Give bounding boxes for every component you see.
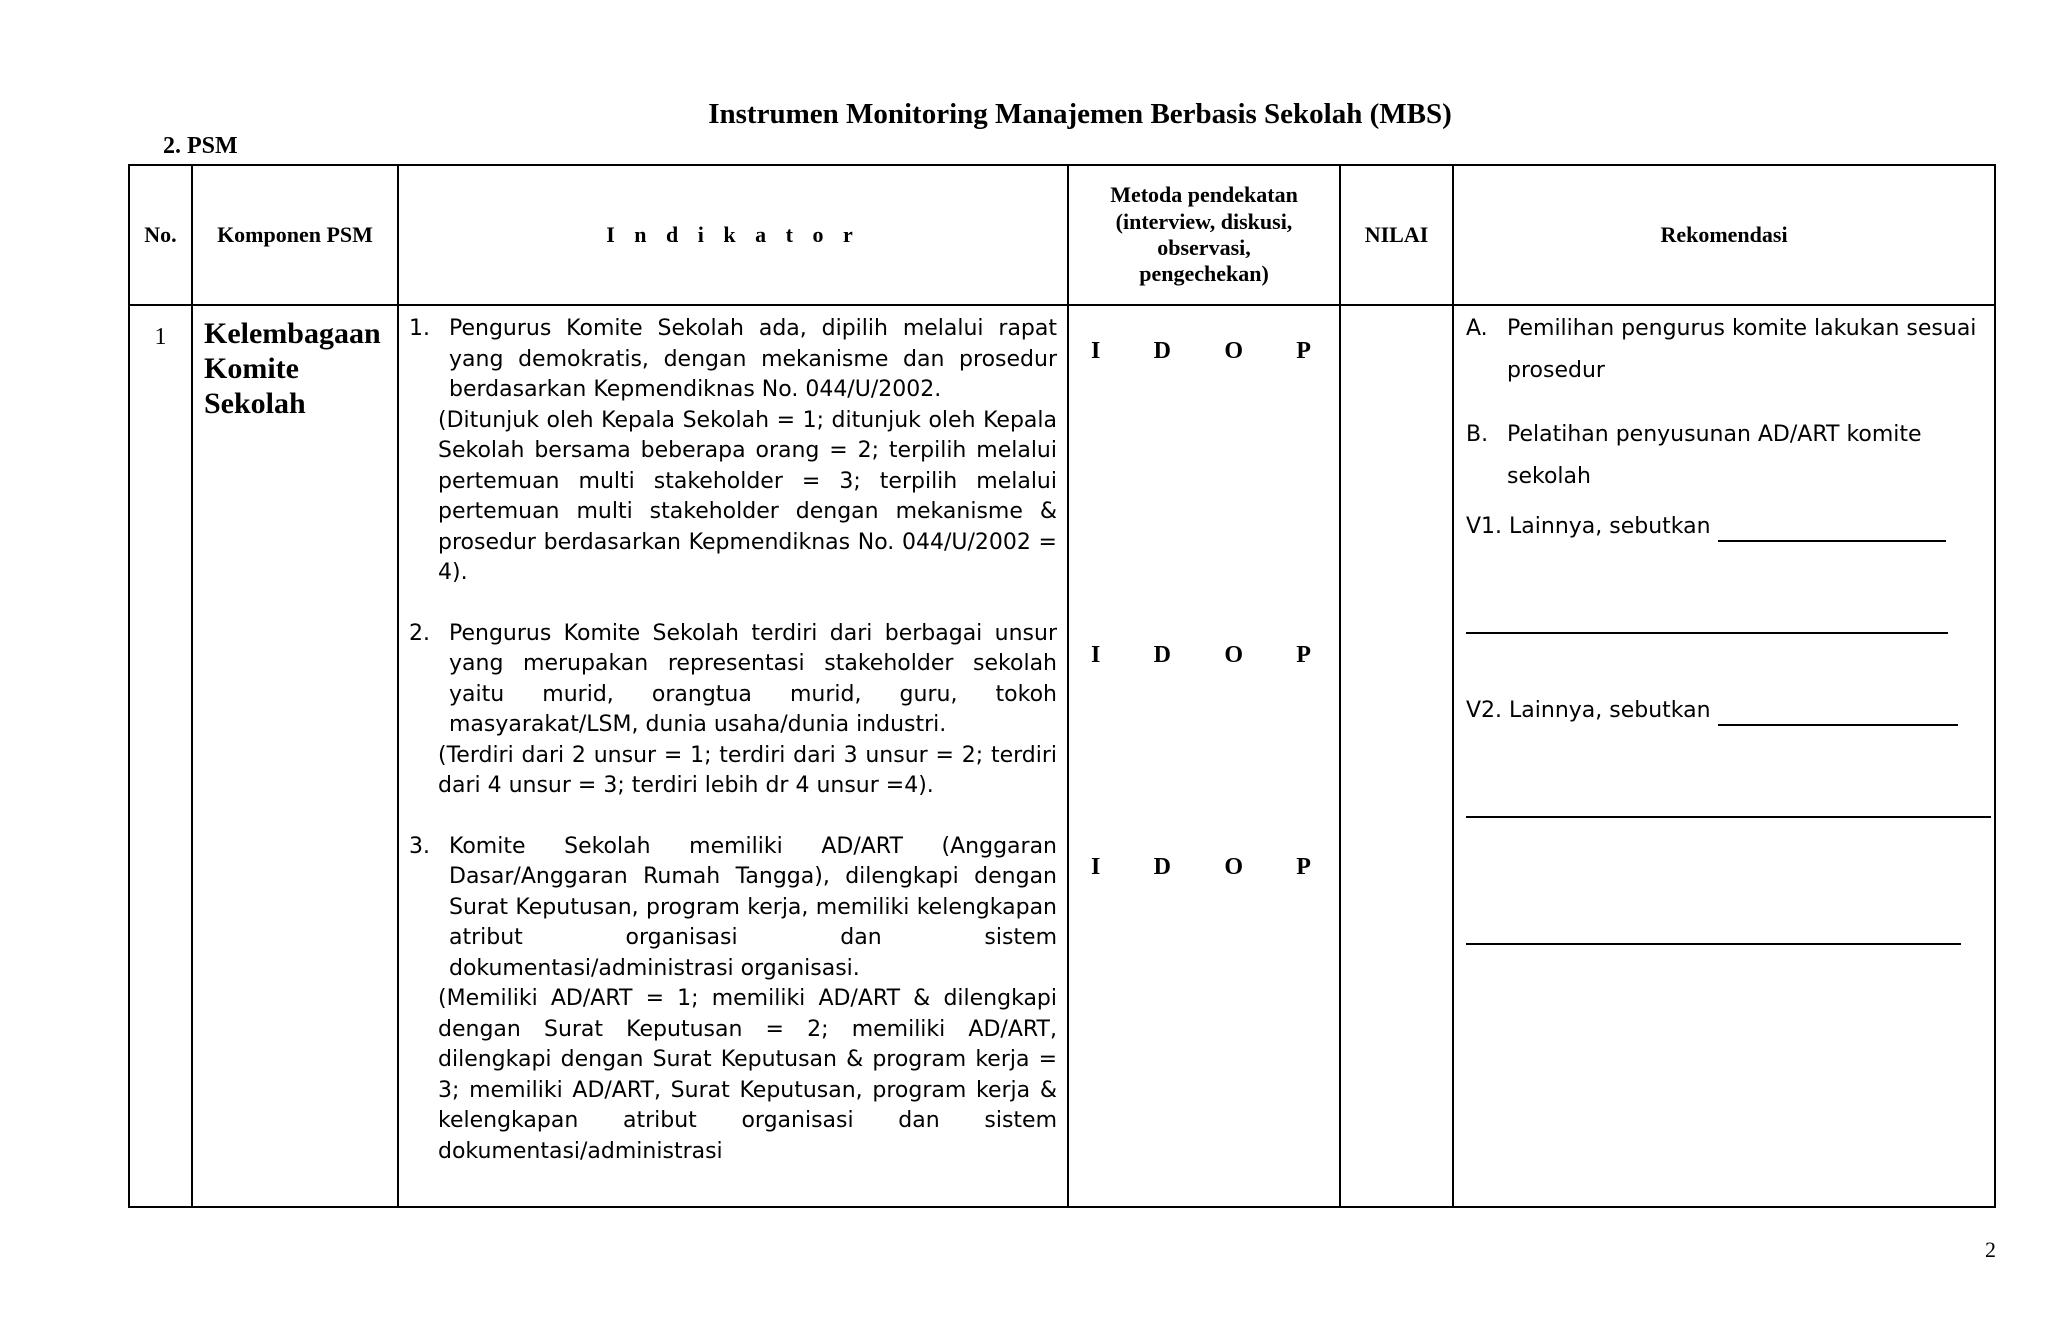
fill-in-line[interactable]: [1718, 698, 1958, 726]
method-diskusi[interactable]: D: [1153, 338, 1171, 364]
method-interview[interactable]: I: [1091, 854, 1101, 880]
fill-in-line[interactable]: [1466, 542, 1948, 634]
indicator-text: Pengurus Komite Sekolah ada, dipilih melalui rapat yang demokratis, dengan mekanisme dan prosedur berdasarkan Kepmendiknas No. 044/U/2002.: [449, 316, 1057, 402]
header-metoda: [1068, 165, 1340, 305]
recommendation-label: A.: [1466, 316, 1488, 341]
other-recommendation-2: [1466, 696, 1984, 726]
indicator-scoring-note: (Terdiri dari 2 unsur = 1; terdiri dari 3 unsur = 2; terdiri dari 4 unsur = 3; terdiri lebih dr 4 unsur =4).: [438, 742, 1057, 798]
method-options: [1091, 338, 1311, 365]
table-header-row: [129, 165, 1995, 305]
fill-in-line[interactable]: [1466, 726, 1991, 818]
header-indikator: I n d i k a t o r: [398, 165, 1068, 305]
method-observasi[interactable]: O: [1224, 642, 1243, 668]
indicator-scoring-note: (Ditunjuk oleh Kepala Sekolah = 1; ditunjuk oleh Kepala Sekolah bersama beberapa orang = 2; terpilih melalui pertemuan multi stakeholder = 3; terpilih melalui pertemuan multi stakeholder dengan mekanisme & prosedur berdasarkan Kepmendiknas No. 044/U/2002 = 4).: [438, 407, 1057, 585]
header-rekomendasi: Rekomendasi: [1453, 165, 1995, 305]
fill-in-line[interactable]: [1718, 514, 1946, 542]
indicator-item: [409, 314, 1057, 406]
indikator-cell: [398, 305, 1068, 1207]
method-interview[interactable]: I: [1091, 642, 1101, 668]
method-diskusi[interactable]: D: [1153, 642, 1171, 668]
recommendation-text: Pelatihan penyusunan AD/ART komite sekolah: [1507, 422, 1922, 489]
other-recommendation-label: V1. Lainnya, sebutkan: [1466, 514, 1711, 539]
header-komponen-label: Komponen PSM: [217, 221, 373, 247]
indicator-item: [409, 832, 1057, 985]
monitoring-table: [128, 164, 1996, 1208]
header-no: No.: [129, 165, 192, 305]
indicator-number: 3.: [409, 833, 430, 859]
method-options: [1091, 854, 1311, 881]
metoda-cell: [1068, 305, 1340, 1207]
page-number: 2: [1985, 1237, 1996, 1262]
indicator-text: Pengurus Komite Sekolah terdiri dari berbagai unsur yang merupakan representasi stakeholder sekolah yaitu murid, orangtua murid, guru, tokoh masyarakat/LSM, dunia usaha/dunia industri.: [449, 620, 1057, 737]
recommendation-item: [1466, 414, 1984, 498]
recommendation-item: [1466, 308, 1984, 392]
method-pengechekan[interactable]: P: [1296, 642, 1311, 668]
recommendation-label: B.: [1466, 422, 1489, 447]
other-recommendation-label: V2. Lainnya, sebutkan: [1466, 698, 1711, 723]
method-observasi[interactable]: O: [1224, 854, 1243, 880]
method-pengechekan[interactable]: P: [1296, 854, 1311, 880]
header-komponen: [192, 165, 398, 305]
method-observasi[interactable]: O: [1224, 338, 1243, 364]
method-pengechekan[interactable]: P: [1296, 338, 1311, 364]
row-number: 1: [129, 305, 192, 1207]
indicator-number: 2.: [409, 620, 430, 646]
indicator-number: 1.: [409, 316, 430, 341]
document-title: Instrumen Monitoring Manajemen Berbasis Sekolah (MBS): [708, 98, 1452, 130]
indicator-scoring-note: (Memiliki AD/ART = 1; memiliki AD/ART & dilengkapi dengan Surat Keputusan = 2; memiliki AD/ART, dilengkapi dengan Surat Keputusan & program kerja = 3; memiliki AD/ART, Surat Keputusan, program kerja & kelengkapan atribut organisasi dan sistem dokumentasi/administrasi: [438, 986, 1057, 1164]
indicator-item: [409, 619, 1057, 741]
section-label: 2. PSM: [163, 133, 238, 159]
method-options: [1091, 642, 1311, 669]
header-metoda-label: Metoda pendekatan (interview, diskusi, observasi, pengechekan): [1110, 182, 1298, 287]
recommendation-text: Pemilihan pengurus komite lakukan sesuai prosedur: [1507, 316, 1977, 383]
header-nilai: NILAI: [1340, 165, 1453, 305]
komponen-cell: Kelembagaan Komite Sekolah: [192, 305, 398, 1207]
method-diskusi[interactable]: D: [1153, 854, 1171, 880]
fill-in-line[interactable]: [1466, 818, 1961, 945]
table-row: [129, 305, 1995, 1207]
method-interview[interactable]: I: [1091, 338, 1101, 364]
indicator-text: Komite Sekolah memiliki AD/ART (Anggaran Dasar/Anggaran Rumah Tangga), dilengkapi dengan Surat Keputusan, program kerja, memiliki kelengkapan atribut organisasi dan sistem dokumentasi/administrasi organisasi.: [449, 833, 1057, 981]
other-recommendation-1: [1466, 512, 1984, 542]
nilai-cell[interactable]: [1340, 305, 1453, 1207]
rekomendasi-cell: [1453, 305, 1995, 1207]
